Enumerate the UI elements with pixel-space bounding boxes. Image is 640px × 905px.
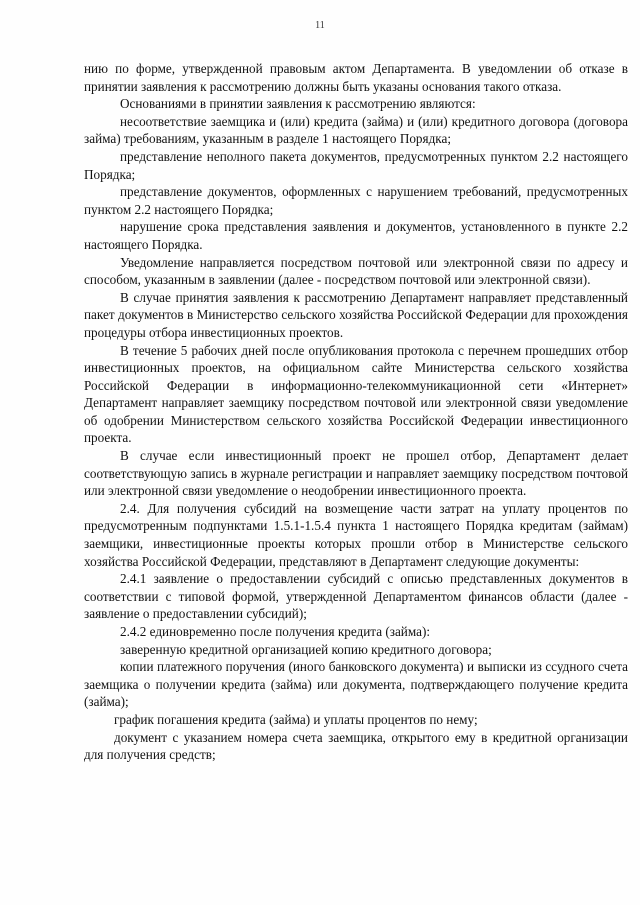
paragraph-ground-violation: представление документов, оформленных с нарушением требований, предусмотренных пунктом 2.2 настоящего Порядка;	[84, 184, 628, 217]
paragraph-item-2-4-2: 2.4.2 единовременно после получения кредита (займа):	[120, 624, 431, 639]
paragraph-payment-order-copies: копии платежного поручения (иного банковского документа) и выписки из ссудного счета заемщика о получении кредита (займа) или документа, подтверждающего получение кредита (займа);	[84, 659, 628, 710]
paragraph-approval-notice: В течение 5 рабочих дней после опубликования протокола с перечнем прошедших отбор инвестиционных проектов, на официальном сайте Министерства сельского хозяйства Российской Федерации в информационно-телекоммуникационной сети «Интернет» Департамент направляет заемщику посредством почтовой или электронной связи уведомление об одобрении Министерством сельского хозяйства Российской Федерации инвестиционного проекта.	[84, 342, 628, 446]
paragraph-refusal-notice: нию по форме, утвержденной правовым актом Департамента. В уведомлении об отказе в принятии заявления к рассмотрению должны быть указаны основания такого отказа.	[84, 61, 628, 94]
paragraph-credit-agreement-copy: заверенную кредитной организацией копию кредитного договора;	[120, 641, 492, 657]
paragraph-refusal-grounds-heading: Основаниями в принятии заявления к рассмотрению являются:	[120, 96, 476, 112]
paragraph-rejection-notice: В случае если инвестиционный проект не прошел отбор, Департамент делает соответствующую запись в журнале регистрации и направляет заемщику посредством почтовой или электронной связи уведомление о неодобрении инвестиционного проекта.	[84, 448, 628, 499]
paragraph-section-2-4: 2.4. Для получения субсидий на возмещение части затрат на уплату процентов по предусмотренным подпунктами 1.5.1-1.5.4 пункта 1 настоящего Порядка кредитам (займам) заемщики, инвестиционные проекты которых прошли отбор в Министерстве сельского хозяйства Российской Федерации, представляют в Департамент следующие документы:	[84, 500, 628, 569]
paragraph-item-2-4-1: 2.4.1 заявление о предоставлении субсидий с описью представленных документов в соответствии с типовой формой, утвержденной Департаментом финансов области (далее - заявление о предоставлении субсидий);	[84, 571, 628, 622]
document-body	[84, 60, 628, 764]
paragraph-acceptance: В случае принятия заявления к рассмотрению Департамент направляет представленный пакет документов в Министерство сельского хозяйства Российской Федерации для прохождения процедуры отбора инвестиционных проектов.	[84, 289, 628, 340]
paragraph-ground-mismatch: несоответствие заемщика и (или) кредита (займа) и (или) кредитного договора (договора займа) требованиям, указанным в разделе 1 настоящего Порядка;	[84, 113, 628, 147]
paragraph-ground-incomplete: представление неполного пакета документов, предусмотренных пунктом 2.2 настоящего Порядка;	[84, 148, 628, 182]
page-number: 11	[315, 20, 325, 31]
paragraph-notification-method: Уведомление направляется посредством почтовой или электронной связи по адресу и способом, указанным в заявлении (далее - посредством почтовой или электронной связи).	[84, 254, 628, 288]
paragraph-repayment-schedule: график погашения кредита (займа) и уплаты процентов по нему;	[114, 711, 478, 727]
paragraph-ground-deadline: нарушение срока представления заявления и документов, установленного в пункте 2.2 настоящего Порядка.	[84, 219, 628, 252]
paragraph-account-document: документ с указанием номера счета заемщика, открытого ему в кредитной организации для получения средств;	[84, 729, 628, 763]
